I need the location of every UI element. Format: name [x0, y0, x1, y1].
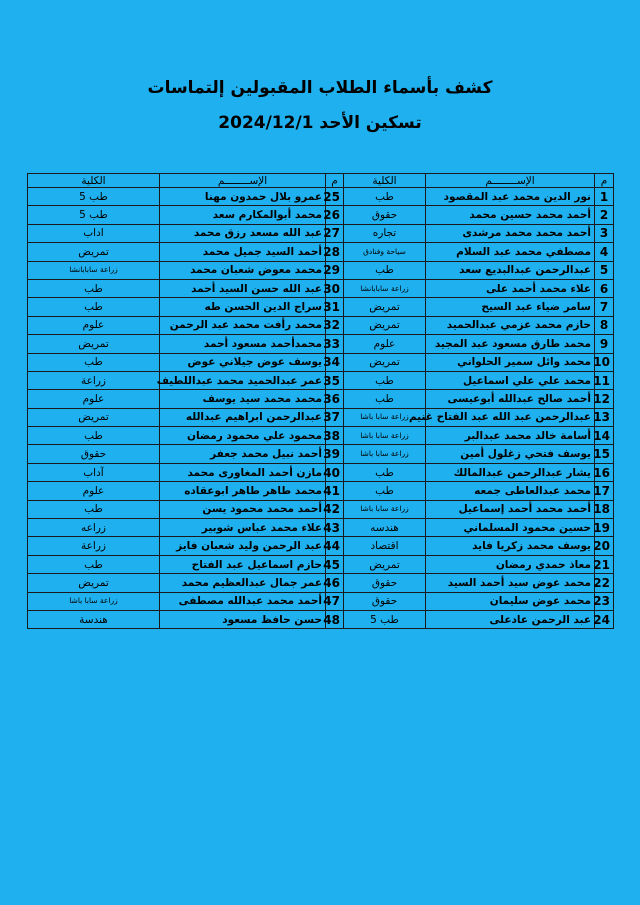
- name-cell: نور الدين محمد عبد المقصود: [426, 188, 595, 206]
- faculty-cell: آداب: [28, 463, 160, 481]
- name-cell: أسامة خالد محمد عبدالبر: [426, 427, 595, 445]
- table-row: [28, 316, 614, 334]
- faculty-cell: زراعة سابا باشا: [344, 408, 426, 426]
- header-name-1: الإســــــــم: [426, 174, 595, 188]
- name-cell: سامر ضياء عبد السيح: [426, 298, 595, 316]
- name-cell: أحمد محمد عبدالله مصطفى: [160, 592, 326, 610]
- faculty-cell: تمريض: [344, 298, 426, 316]
- faculty-cell: طب: [344, 371, 426, 389]
- faculty-cell: طب: [28, 353, 160, 371]
- faculty-cell: طب 5: [28, 188, 160, 206]
- num-cell: 12: [595, 390, 614, 408]
- name-cell: علاء محمد أحمد على: [426, 279, 595, 297]
- name-cell: محمد عبدالعاطى جمعه: [426, 482, 595, 500]
- table-row: [28, 592, 614, 610]
- faculty-cell: اقتصاد: [344, 537, 426, 555]
- name-cell: محمد عوض سليمان: [426, 592, 595, 610]
- faculty-cell: تمريض: [28, 243, 160, 261]
- num-cell: 4: [595, 243, 614, 261]
- name-cell: حازم محمد عزمي عبدالحميد: [426, 316, 595, 334]
- faculty-cell: طب: [28, 555, 160, 573]
- table-row: [28, 298, 614, 316]
- table-row: [28, 206, 614, 224]
- faculty-cell: طب 5: [28, 206, 160, 224]
- num-cell: 15: [595, 445, 614, 463]
- table-row: [28, 224, 614, 242]
- faculty-cell: طب: [28, 279, 160, 297]
- faculty-cell: اداب: [28, 224, 160, 242]
- num-cell: 21: [595, 555, 614, 573]
- table-row: [28, 261, 614, 279]
- num-cell: 10: [595, 353, 614, 371]
- faculty-cell: تمريض: [344, 353, 426, 371]
- table-row: [28, 482, 614, 500]
- num-cell: 29: [326, 261, 344, 279]
- faculty-cell: زراعة سابا باشا: [344, 427, 426, 445]
- table-row: [28, 371, 614, 389]
- faculty-cell: تجاره: [344, 224, 426, 242]
- name-cell: معاذ حمدي رمضان: [426, 555, 595, 573]
- num-cell: 7: [595, 298, 614, 316]
- name-cell: يوسف فتحي زغلول أمين: [426, 445, 595, 463]
- name-cell: حسن حافظ مسعود: [160, 610, 326, 628]
- num-cell: 31: [326, 298, 344, 316]
- num-cell: 35: [326, 371, 344, 389]
- name-cell: أحمد محمد محمود يسن: [160, 500, 326, 518]
- faculty-cell: تمريض: [28, 335, 160, 353]
- name-cell: أحمد السيد جميل محمد: [160, 243, 326, 261]
- name-cell: عبدالرحمن ابراهيم عبدالله: [160, 408, 326, 426]
- faculty-cell: تمريض: [344, 316, 426, 334]
- faculty-cell: طب: [28, 427, 160, 445]
- table-row: [28, 610, 614, 628]
- num-cell: 18: [595, 500, 614, 518]
- header-num-1: م: [595, 174, 614, 188]
- num-cell: 36: [326, 390, 344, 408]
- num-cell: 47: [326, 592, 344, 610]
- faculty-cell: طب: [344, 463, 426, 481]
- table-row: [28, 408, 614, 426]
- table-row: [28, 463, 614, 481]
- name-cell: أحمد محمد أحمد إسماعيل: [426, 500, 595, 518]
- num-cell: 25: [326, 188, 344, 206]
- table-row: [28, 390, 614, 408]
- page-subtitle: تسكين الأحد 2024/12/1: [218, 113, 422, 133]
- num-cell: 1: [595, 188, 614, 206]
- header-faculty-2: الكلية: [28, 174, 160, 188]
- name-cell: أحمد صالح عبدالله أبوعيسى: [426, 390, 595, 408]
- table-row: [28, 519, 614, 537]
- num-cell: 45: [326, 555, 344, 573]
- num-cell: 30: [326, 279, 344, 297]
- name-cell: محمد علي علي اسماعيل: [426, 371, 595, 389]
- num-cell: 41: [326, 482, 344, 500]
- num-cell: 33: [326, 335, 344, 353]
- num-cell: 28: [326, 243, 344, 261]
- table-row: [28, 427, 614, 445]
- faculty-cell: زراعة سابا باشا: [28, 592, 160, 610]
- header-faculty-1: الكلية: [344, 174, 426, 188]
- num-cell: 16: [595, 463, 614, 481]
- num-cell: 19: [595, 519, 614, 537]
- faculty-cell: طب: [28, 500, 160, 518]
- faculty-cell: زراعة سابابانشا: [344, 279, 426, 297]
- faculty-cell: هندسه: [344, 519, 426, 537]
- name-cell: علاء محمد عباس شوبير: [160, 519, 326, 537]
- name-cell: يوسف محمد زكريا فايد: [426, 537, 595, 555]
- num-cell: 3: [595, 224, 614, 242]
- name-cell: أحمد نبيل محمد جعفر: [160, 445, 326, 463]
- name-cell: محمد عوض سيد أحمد السيد: [426, 574, 595, 592]
- faculty-cell: زراعة سابا باشا: [344, 445, 426, 463]
- name-cell: عمر جمال عبدالعظيم محمد: [160, 574, 326, 592]
- faculty-cell: علوم: [28, 390, 160, 408]
- num-cell: 9: [595, 335, 614, 353]
- name-cell: عمرو بلال حمدون مهنا: [160, 188, 326, 206]
- num-cell: 39: [326, 445, 344, 463]
- num-cell: 13: [595, 408, 614, 426]
- faculty-cell: زراعة: [28, 371, 160, 389]
- num-cell: 6: [595, 279, 614, 297]
- num-cell: 23: [595, 592, 614, 610]
- name-cell: عبدالرحمن عبدالبديع سعد: [426, 261, 595, 279]
- name-cell: عبدالرحمن عبد الله عبد الفتاح غنيم: [426, 408, 595, 426]
- num-cell: 11: [595, 371, 614, 389]
- num-cell: 22: [595, 574, 614, 592]
- num-cell: 5: [595, 261, 614, 279]
- name-cell: حسين محمود المسلماني: [426, 519, 595, 537]
- table-body: [28, 188, 614, 629]
- name-cell: محمود علي محمود رمضان: [160, 427, 326, 445]
- faculty-cell: علوم: [28, 316, 160, 334]
- table-row: [28, 555, 614, 573]
- table-header-row: [28, 174, 614, 188]
- name-cell: محمد طاهر طاهر ابوعقاده: [160, 482, 326, 500]
- num-cell: 17: [595, 482, 614, 500]
- table-row: [28, 500, 614, 518]
- faculty-cell: حقوق: [28, 445, 160, 463]
- faculty-cell: طب: [344, 261, 426, 279]
- num-cell: 44: [326, 537, 344, 555]
- faculty-cell: طب: [344, 390, 426, 408]
- faculty-cell: طب 5: [344, 610, 426, 628]
- table-row: [28, 353, 614, 371]
- faculty-cell: علوم: [28, 482, 160, 500]
- num-cell: 27: [326, 224, 344, 242]
- faculty-cell: زراعة سابا باشا: [344, 500, 426, 518]
- table-row: [28, 574, 614, 592]
- num-cell: 8: [595, 316, 614, 334]
- faculty-cell: تمريض: [28, 574, 160, 592]
- num-cell: 20: [595, 537, 614, 555]
- name-cell: محمدأحمد مسعود أحمد: [160, 335, 326, 353]
- name-cell: محمد رأفت محمد عبد الرحمن: [160, 316, 326, 334]
- num-cell: 40: [326, 463, 344, 481]
- name-cell: يشار عبدالرحمن عبدالمالك: [426, 463, 595, 481]
- num-cell: 24: [595, 610, 614, 628]
- name-cell: محمد وائل سمير الحلواني: [426, 353, 595, 371]
- num-cell: 38: [326, 427, 344, 445]
- students-table: [27, 173, 614, 629]
- table-row: [28, 335, 614, 353]
- name-cell: مازن أحمد المغاورى محمد: [160, 463, 326, 481]
- page-title: كشف بأسماء الطلاب المقبولين إلتماسات: [147, 78, 493, 98]
- table-row: [28, 188, 614, 206]
- num-cell: 37: [326, 408, 344, 426]
- name-cell: محمد محمد سيد يوسف: [160, 390, 326, 408]
- faculty-cell: علوم: [344, 335, 426, 353]
- faculty-cell: طب: [28, 298, 160, 316]
- num-cell: 46: [326, 574, 344, 592]
- name-cell: حازم اسماعيل عبد الفتاح: [160, 555, 326, 573]
- name-cell: عبد الله مسعد رزق محمد: [160, 224, 326, 242]
- header-name-2: الإســــــــم: [160, 174, 326, 188]
- num-cell: 14: [595, 427, 614, 445]
- faculty-cell: تمريض: [344, 555, 426, 573]
- num-cell: 43: [326, 519, 344, 537]
- name-cell: محمد طارق مسعود عبد المجيد: [426, 335, 595, 353]
- name-cell: أحمد محمد حسين محمد: [426, 206, 595, 224]
- name-cell: عمر عبدالحميد محمد عبداللطيف: [160, 371, 326, 389]
- num-cell: 26: [326, 206, 344, 224]
- faculty-cell: حقوق: [344, 206, 426, 224]
- faculty-cell: هندسة: [28, 610, 160, 628]
- name-cell: سراج الدين الحسن طه: [160, 298, 326, 316]
- name-cell: يوسف عوض جيلاني عوض: [160, 353, 326, 371]
- name-cell: مصطفي محمد عبد السلام: [426, 243, 595, 261]
- num-cell: 48: [326, 610, 344, 628]
- num-cell: 32: [326, 316, 344, 334]
- table-row: [28, 537, 614, 555]
- num-cell: 34: [326, 353, 344, 371]
- table-row: [28, 445, 614, 463]
- name-cell: عبد الرحمن عادعلى: [426, 610, 595, 628]
- faculty-cell: حقوق: [344, 592, 426, 610]
- faculty-cell: طب: [344, 188, 426, 206]
- faculty-cell: طب: [344, 482, 426, 500]
- faculty-cell: زراعة: [28, 537, 160, 555]
- faculty-cell: زراعة سابابانشا: [28, 261, 160, 279]
- name-cell: عبد الرحمن وليد شعبان فايز: [160, 537, 326, 555]
- table-row: [28, 243, 614, 261]
- table-row: [28, 279, 614, 297]
- faculty-cell: زراعه: [28, 519, 160, 537]
- faculty-cell: تمريض: [28, 408, 160, 426]
- name-cell: أحمد محمد محمد مرشدى: [426, 224, 595, 242]
- name-cell: محمد معوض شعبان محمد: [160, 261, 326, 279]
- name-cell: عبد الله حسن السيد أحمد: [160, 279, 326, 297]
- num-cell: 42: [326, 500, 344, 518]
- header-num-2: م: [326, 174, 344, 188]
- name-cell: محمد أبوالمكارم سعد: [160, 206, 326, 224]
- num-cell: 2: [595, 206, 614, 224]
- faculty-cell: حقوق: [344, 574, 426, 592]
- faculty-cell: سياحة وفنادق: [344, 243, 426, 261]
